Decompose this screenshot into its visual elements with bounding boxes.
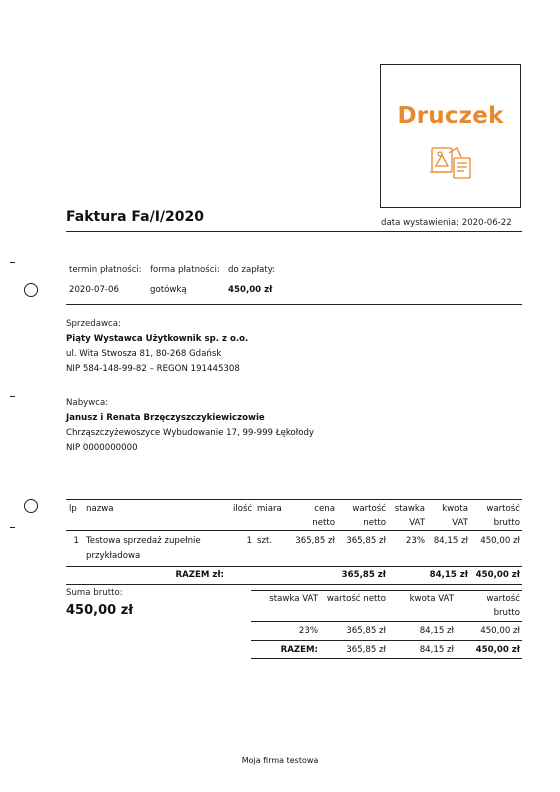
vat-total-gross: 450,00 zł bbox=[475, 645, 520, 655]
col-lp: lp bbox=[69, 504, 77, 514]
vat-col-vat: kwota VAT bbox=[409, 594, 454, 604]
items-header-rule bbox=[66, 530, 522, 531]
vat-col-gross: brutto bbox=[493, 608, 520, 618]
vat-total-net: 365,85 zł bbox=[346, 645, 386, 655]
col-gross: brutto bbox=[493, 518, 520, 528]
vat-row-vat: 84,15 zł bbox=[419, 626, 454, 636]
seller-name: Piąty Wystawca Użytkownik sp. z o.o. bbox=[66, 334, 249, 344]
document-icon bbox=[429, 145, 475, 181]
row-name: Testowa sprzedaż zupełnie bbox=[86, 536, 201, 546]
seller-ids: NIP 584-148-99-82 – REGON 191445308 bbox=[66, 364, 240, 374]
due-date-value: 2020-07-06 bbox=[69, 285, 119, 295]
vat-row-net: 365,85 zł bbox=[346, 626, 386, 636]
row-vat-rate: 23% bbox=[405, 536, 425, 546]
col-net-price: netto bbox=[312, 518, 335, 528]
row-vat-amount: 84,15 zł bbox=[433, 536, 468, 546]
payment-form-label: forma płatności: bbox=[150, 265, 220, 275]
seller-address: ul. Wita Stwosza 81, 80-268 Gdańsk bbox=[66, 349, 222, 359]
col-name: nazwa bbox=[86, 504, 114, 514]
col-vat-amount: VAT bbox=[452, 518, 468, 528]
row-name: przykładowa bbox=[86, 551, 141, 561]
to-pay-label: do zapłaty: bbox=[228, 265, 276, 275]
vat-col-rate: stawka VAT bbox=[269, 594, 318, 604]
buyer-label: Nabywca: bbox=[66, 398, 109, 408]
margin-tick-mark bbox=[10, 262, 15, 263]
total-net-value: 365,85 zł bbox=[341, 570, 386, 580]
to-pay-value: 450,00 zł bbox=[228, 285, 273, 295]
vat-row-gross: 450,00 zł bbox=[480, 626, 520, 636]
gross-sum-value: 450,00 zł bbox=[66, 603, 134, 618]
buyer-address: Chrząszczyżewoszyce Wybudowanie 17, 99-999 Łękołody bbox=[66, 428, 315, 438]
items-row-rule bbox=[66, 566, 522, 567]
buyer-name: Janusz i Renata Brzęczyszczykiewiczowie bbox=[66, 413, 265, 423]
total-vat-amount: 84,15 zł bbox=[429, 570, 468, 580]
vat-row-rule bbox=[251, 640, 522, 641]
total-label: RAZEM zł: bbox=[175, 570, 224, 580]
row-gross: 450,00 zł bbox=[480, 536, 520, 546]
row-unit: szt. bbox=[257, 536, 273, 546]
issue-date-value: 2020-06-22 bbox=[461, 218, 512, 228]
row-lp: 1 bbox=[73, 536, 79, 546]
gross-sum-label: Suma brutto: bbox=[66, 588, 123, 598]
col-net-value: netto bbox=[363, 518, 386, 528]
vat-table-top-rule bbox=[251, 590, 522, 591]
col-net-price: cena bbox=[314, 504, 335, 514]
payment-rule bbox=[66, 304, 522, 305]
margin-tick-mark bbox=[10, 396, 15, 397]
issue-date-label: data wystawienia: bbox=[381, 218, 460, 228]
margin-tick-mark bbox=[10, 527, 15, 528]
col-unit: miara bbox=[257, 504, 282, 514]
hole-circle-mark bbox=[24, 499, 38, 513]
buyer-ids: NIP 0000000000 bbox=[66, 443, 138, 453]
invoice-title: Faktura Fa/I/2020 bbox=[66, 209, 204, 225]
vat-total-rule bbox=[251, 658, 522, 659]
col-gross: wartość bbox=[486, 504, 520, 514]
due-date-label: termin płatności: bbox=[69, 265, 142, 275]
vat-total-label: RAZEM: bbox=[280, 645, 318, 655]
col-net-value: wartość bbox=[352, 504, 386, 514]
payment-form-value: gotówką bbox=[150, 285, 187, 295]
vat-col-net: wartość netto bbox=[326, 594, 386, 604]
vat-col-gross: wartość bbox=[486, 594, 520, 604]
row-net-value: 365,85 zł bbox=[346, 536, 386, 546]
col-vat-rate: stawka bbox=[394, 504, 425, 514]
title-rule bbox=[66, 231, 522, 232]
items-total-rule bbox=[66, 584, 522, 585]
logo-text: Druczek bbox=[397, 103, 504, 129]
vat-row-rate: 23% bbox=[298, 626, 318, 636]
col-vat-rate: VAT bbox=[409, 518, 425, 528]
seller-label: Sprzedawca: bbox=[66, 319, 121, 329]
company-logo bbox=[380, 64, 521, 208]
items-table-top-rule bbox=[66, 499, 522, 500]
col-vat-amount: kwota bbox=[442, 504, 468, 514]
vat-total-vat: 84,15 zł bbox=[419, 645, 454, 655]
col-qty: ilość bbox=[233, 504, 253, 514]
vat-header-rule bbox=[251, 621, 522, 622]
footer-text: Moja firma testowa bbox=[241, 756, 319, 765]
hole-circle-mark bbox=[24, 283, 38, 297]
row-net-price: 365,85 zł bbox=[295, 536, 335, 546]
total-gross: 450,00 zł bbox=[475, 570, 520, 580]
issue-date bbox=[381, 218, 512, 228]
row-qty: 1 bbox=[246, 536, 252, 546]
